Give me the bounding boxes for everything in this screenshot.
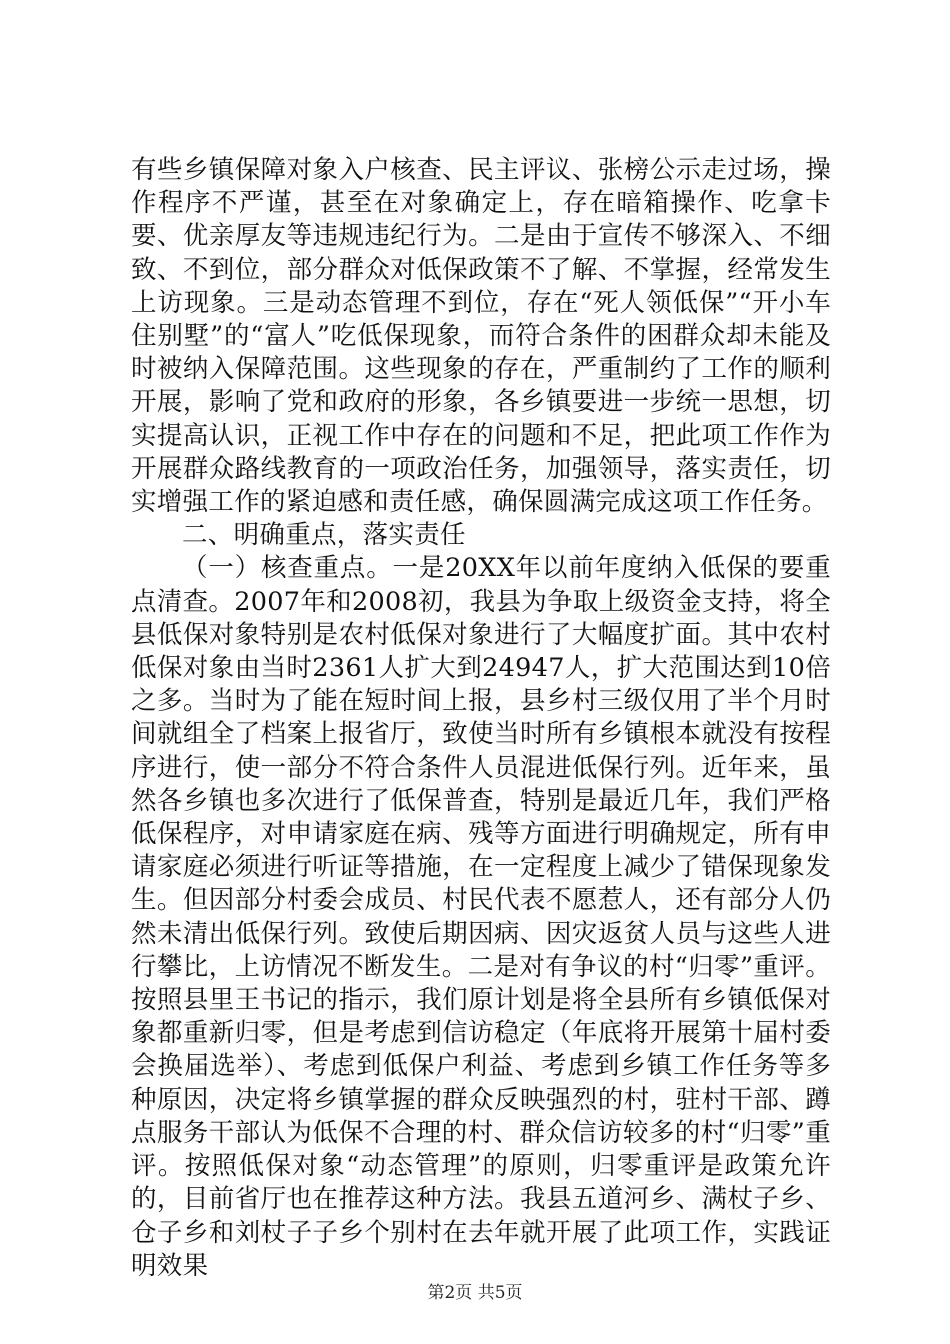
body-paragraph: 有些乡镇保障对象入户核查、民主评议、张榜公示走过场，操作程序不严谨，甚至在对象确定上，存在暗箱操作、吃拿卡要、优亲厚友等违规违纪行为。二是由于宣传不够深入、不细致、不到位，部分群众对低保政策不了解、不掌握，经常发生上访现象。三是动态管理不到位，存在“死人领低保”“开小车住别墅”的“富人”吃低保现象，而符合条件的困群众却未能及时被纳入保障范围。这些现象的存在，严重制约了工作的顺利开展，影响了党和政府的形象，各乡镇要进一步统一思想，切实提高认识，正视工作中存在的问题和不足，把此项工作作为开展群众路线教育的一项政治任务，加强领导，落实责任，切实增强工作的紧迫感和责任感，确保圆满完成这项工作任务。: [131, 155, 831, 518]
page-number: 第2页 共5页: [427, 1283, 523, 1303]
body-paragraph: （一）核查重点。一是20XX年以前年度纳入低保的要重点清查。2007年和2008初，我县为争取上级资金支持，将全县低保对象特别是农村低保对象进行了大幅度扩面。其中农村低保对象由当时2361人扩大到24947人，扩大范围达到10倍之多。当时为了能在短时间上报，县乡村三级仅用了半个月时间就组全了档案上报省厅，致使当时所有乡镇根本就没有按程序进行，使一部分不符合条件人员混进低保行列。近年来，虽然各乡镇也多次进行了低保普查，特别是最近几年，我们严格低保程序，对申请家庭在病、残等方面进行明确规定，所有申请家庭必须进行听证等措施，在一定程度上减少了错保现象发生。但因部分村委会成员、村民代表不愿惹人，还有部分人仍然未清出低保行列。致使后期因病、因灾返贫人员与这些人进行攀比，上访情况不断发生。二是对有争议的村“归零”重评。按照县里王书记的指示，我们原计划是将全县所有乡镇低保对象都重新归零，但是考虑到信访稳定（年底将开展第十届村委会换届选举）、考虑到低保户利益、考虑到乡镇工作任务等多种原因，决定将乡镇掌握的群众反映强烈的村，驻村干部、蹲点服务干部认为低保不合理的村、群众信访较多的村“归零”重评。按照低保对象“动态管理”的原则，归零重评是政策允许的，目前省厅也在推荐这种方法。我县五道河乡、满杖子乡、仓子乡和刘杖子子乡个别村在去年就开展了此项工作，实践证明效果: [131, 553, 831, 1281]
document-body: [131, 154, 831, 1283]
section-heading: 二、明确重点，落实责任: [182, 520, 466, 551]
